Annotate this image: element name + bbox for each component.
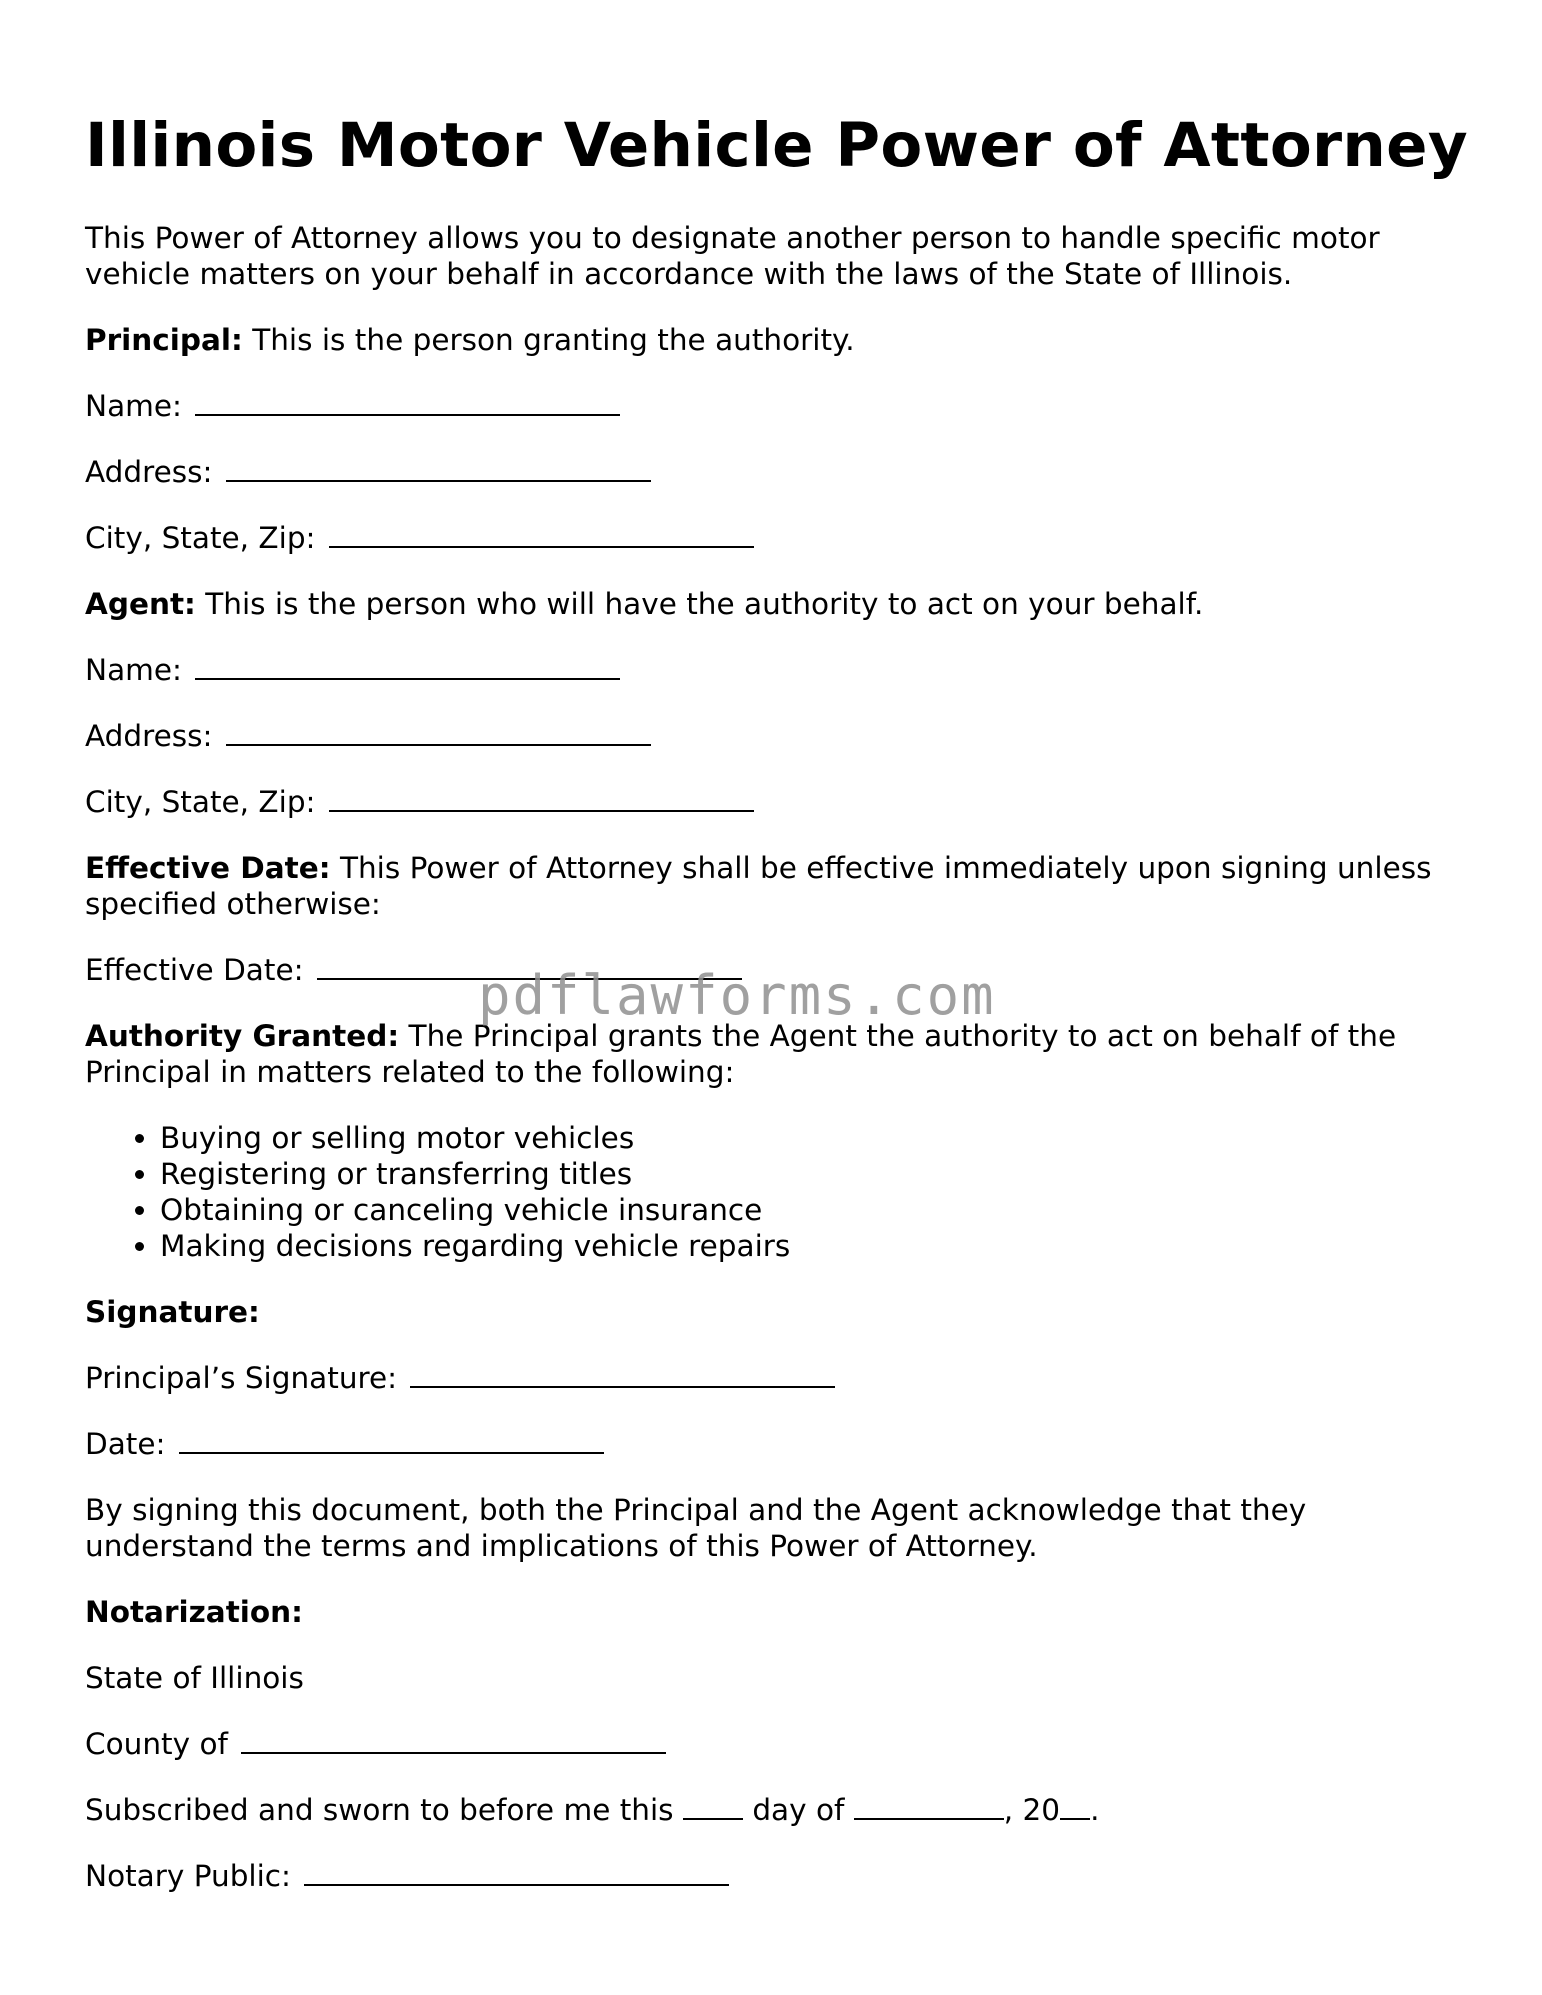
- effective-date-label: Effective Date:: [85, 953, 313, 987]
- notary-public-line: [85, 1858, 729, 1894]
- agent-city-field[interactable]: [329, 784, 754, 812]
- sworn-month-field[interactable]: [854, 1792, 1004, 1820]
- signature-date-line: [85, 1426, 604, 1462]
- effective-description-line-1: This Power of Attorney shall be effective immediately upon signing unless: [330, 851, 1432, 885]
- agent-address-line: [85, 718, 651, 754]
- effective-section-heading: [85, 850, 1431, 886]
- document-title: Illinois Motor Vehicle Power of Attorney: [85, 110, 1468, 181]
- signature-heading: Signature:: [85, 1295, 260, 1329]
- list-item: • Obtaining or canceling vehicle insurance: [160, 1192, 790, 1228]
- sworn-text-2: day of: [742, 1793, 854, 1827]
- principal-city-field[interactable]: [329, 520, 754, 548]
- authority-list: [85, 1120, 790, 1264]
- principal-name-label: Name:: [85, 389, 192, 423]
- list-item: • Making decisions regarding vehicle repairs: [160, 1228, 790, 1264]
- signature-date-label: Date:: [85, 1427, 175, 1461]
- agent-address-field[interactable]: [226, 718, 651, 746]
- agent-name-line: [85, 652, 620, 688]
- notary-public-label: Notary Public:: [85, 1859, 301, 1893]
- sworn-year-field[interactable]: [1060, 1792, 1090, 1820]
- principal-city-label: City, State, Zip:: [85, 521, 325, 555]
- authority-heading: Authority Granted:: [85, 1019, 400, 1053]
- principal-city-line: [85, 520, 754, 556]
- effective-heading: Effective Date:: [85, 851, 331, 885]
- county-field[interactable]: [241, 1726, 666, 1754]
- county-line: [85, 1726, 666, 1762]
- county-label: County of: [85, 1727, 238, 1761]
- principal-section-heading: [85, 322, 855, 358]
- list-item: • Registering or transferring titles: [160, 1156, 790, 1192]
- sworn-line: [85, 1792, 1099, 1828]
- notary-public-field[interactable]: [304, 1858, 729, 1886]
- principal-description: This is the person granting the authority.: [242, 323, 855, 357]
- sworn-text-3: , 20: [1003, 1793, 1061, 1827]
- sworn-day-field[interactable]: [683, 1792, 743, 1820]
- principal-signature-line: [85, 1360, 835, 1396]
- authority-description-line-2: Principal in matters related to the following:: [85, 1055, 735, 1089]
- agent-address-label: Address:: [85, 719, 222, 753]
- agent-city-label: City, State, Zip:: [85, 785, 325, 819]
- principal-signature-field[interactable]: [410, 1360, 835, 1388]
- agent-section-heading: [85, 586, 1203, 622]
- principal-heading: Principal:: [85, 323, 243, 357]
- principal-address-label: Address:: [85, 455, 222, 489]
- intro-paragraph-line-2: vehicle matters on your behalf in accordance with the laws of the State of Illinois.: [85, 257, 1293, 291]
- notary-state: State of Illinois: [85, 1661, 304, 1695]
- agent-heading: Agent:: [85, 587, 196, 621]
- list-item: • Buying or selling motor vehicles: [160, 1120, 790, 1156]
- signature-date-field[interactable]: [179, 1426, 604, 1454]
- principal-address-field[interactable]: [226, 454, 651, 482]
- intro-paragraph-line-1: This Power of Attorney allows you to designate another person to handle specific motor: [85, 221, 1380, 255]
- watermark: pdflawforms.com: [478, 964, 996, 1027]
- authority-description-line-1: The Principal grants the Agent the authority to act on behalf of the: [399, 1019, 1397, 1053]
- acknowledgment-line-1: By signing this document, both the Principal and the Agent acknowledge that they: [85, 1493, 1307, 1527]
- principal-signature-label: Principal’s Signature:: [85, 1361, 407, 1395]
- agent-name-label: Name:: [85, 653, 192, 687]
- principal-address-line: [85, 454, 651, 490]
- principal-name-field[interactable]: [195, 388, 620, 416]
- sworn-text-4: .: [1090, 1793, 1100, 1827]
- principal-name-line: [85, 388, 620, 424]
- notarization-heading: Notarization:: [85, 1595, 303, 1629]
- acknowledgment-line-2: understand the terms and implications of this Power of Attorney.: [85, 1529, 1038, 1563]
- sworn-text-1: Subscribed and sworn to before me this: [85, 1793, 683, 1827]
- agent-description: This is the person who will have the authority to act on your behalf.: [195, 587, 1204, 621]
- agent-name-field[interactable]: [195, 652, 620, 680]
- effective-description-line-2: specified otherwise:: [85, 887, 381, 921]
- agent-city-line: [85, 784, 754, 820]
